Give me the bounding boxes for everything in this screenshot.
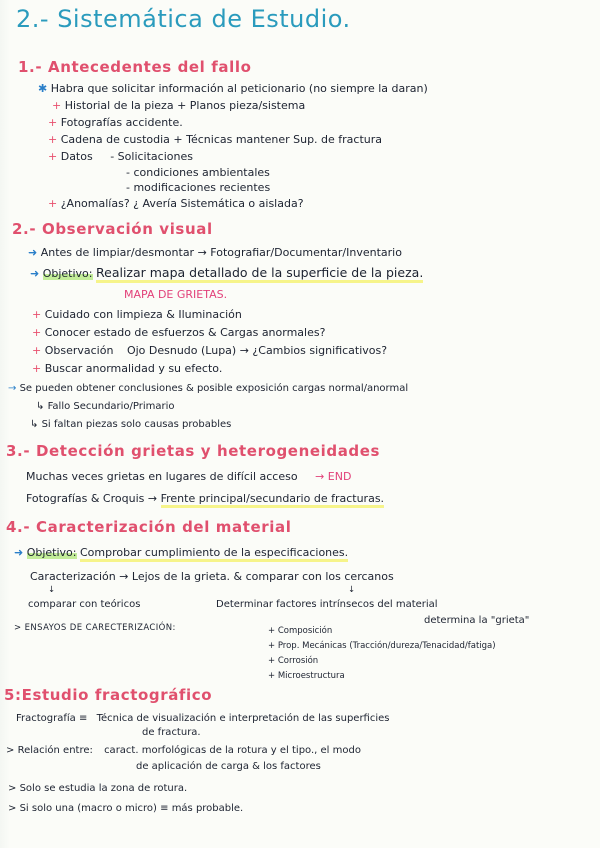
s2-line-7: + Buscar anormalidad y su efecto. [32,362,223,375]
section-heading-4: 4.- Caracterización del material [6,518,292,536]
s2-line-4: + Cuidado con limpieza & Iluminación [32,308,242,321]
s1-line-6: - condiciones ambientales [126,166,270,179]
s1-line-3: + Fotografías accidente. [48,116,183,129]
arrow-bullet-icon: ➜ [30,267,40,280]
s5-line-3: > Relación entre: caract. morfológicas de la rotura y el tipo., el modo [6,745,361,756]
s2-line-9: ↳ Fallo Secundario/Primario [36,401,175,412]
s4-line-3: comparar con teóricos [28,599,141,610]
s3-line-1: Muchas veces grietas en lugares de difícil acceso → END [26,470,352,483]
section-heading-3: 3.- Detección grietas y heterogeneidades [6,442,381,460]
s4-line-7: + Composición [268,626,333,636]
s4-line-8: + Prop. Mecánicas (Tracción/dureza/Tenacidad/fatiga) [268,641,496,651]
s5-line-2: de fractura. [142,727,201,738]
s4-line-5: determina la "grieta" [424,615,530,626]
s5-line-1: Fractografía ≡ Técnica de visualización e interpretación de las superficies [16,713,390,724]
s4-down-arrow-1: ↓ [48,585,56,595]
s5-line-5: > Solo se estudia la zona de rotura. [8,783,188,794]
s3-line-2: Fotografías & Croquis → Frente principal/secundario de fracturas. [26,492,384,505]
s4-line-2: Caracterización → Lejos de la grieta. & comparar con los cercanos [30,570,394,583]
s5-line-6: > Si solo una (macro o micro) ≡ más probable. [8,803,244,814]
s2-line-1: ➜ Antes de limpiar/desmontar → Fotografiar/Documentar/Inventario [28,246,402,259]
s5-line-4: de aplicación de carga & los factores [136,761,321,772]
s2-line-5: + Conocer estado de esfuerzos & Cargas anormales? [32,326,326,339]
section-heading-2: 2.- Observación visual [12,220,213,238]
s4-line-10: + Microestructura [268,671,345,681]
s4-line-6: > ENSAYOS DE CARECTERIZACIÓN: [14,623,176,633]
page-title: 2.- Sistemática de Estudio. [16,5,351,33]
s1-line-5: + Datos - Solicitaciones [48,150,193,163]
s1-line-1: ✱ Habra que solicitar información al peticionario (no siempre la daran) [38,82,428,95]
s4-down-arrow-2: ↓ [348,585,356,595]
s4-line-9: + Corrosión [268,656,319,666]
s2-line-8: → Se pueden obtener conclusiones & posible exposición cargas normal/anormal [8,383,409,394]
s4-line-1: ➜ Objetivo: Comprobar cumplimiento de la especificaciones. [14,546,348,559]
s4-line-4: Determinar factores intrínsecos del material [216,599,438,610]
s2-line-6: + Observación Ojo Desnudo (Lupa) → ¿Cambios significativos? [32,344,388,357]
s2-line-10: ↳ Si faltan piezas solo causas probables [30,419,232,430]
s2-line-2: ➜ Objetivo: Realizar mapa detallado de la superficie de la pieza. [30,266,423,280]
s1-line-2: + Historial de la pieza + Planos pieza/sistema [52,99,306,112]
star-bullet-icon: ✱ [38,82,48,95]
s1-line-8: + ¿Anomalías? ¿ Avería Sistemática o aislada? [48,197,304,210]
bleed-through-text [596,16,600,29]
section-heading-5: 5:Estudio fractográfico [4,686,213,704]
s1-line-4: + Cadena de custodia + Técnicas mantener Sup. de fractura [48,133,383,146]
arrow-bullet-icon: ➜ [28,246,38,259]
s1-line-7: - modificaciones recientes [126,181,271,194]
section-heading-1: 1.- Antecedentes del fallo [18,58,252,76]
s2-line-3: MAPA DE GRIETAS. [124,288,228,301]
